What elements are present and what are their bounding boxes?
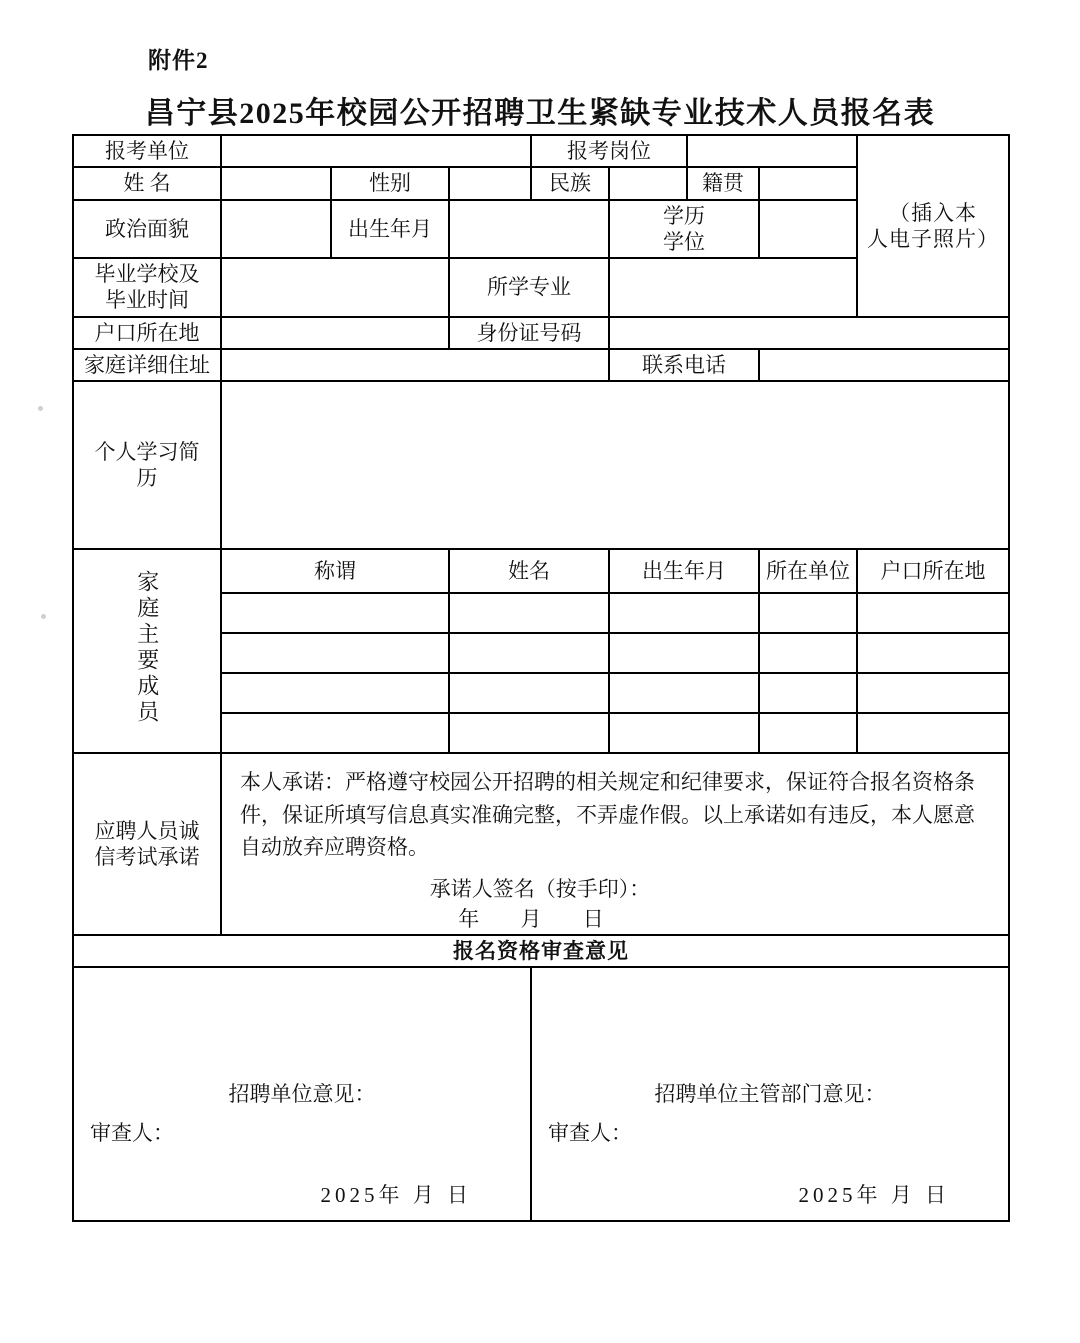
label-family-members-text: 家庭主要成员 xyxy=(134,569,160,726)
family-cell-unit[interactable] xyxy=(759,633,857,673)
family-cell-household[interactable] xyxy=(857,713,1009,753)
label-education: 学历 xyxy=(663,203,706,228)
family-cell-relation[interactable] xyxy=(221,593,449,633)
family-cell-relation[interactable] xyxy=(221,673,449,713)
pledge-text: 本人承诺：严格遵守校园公开招聘的相关规定和纪律要求，保证符合报名资格条件，保证所填写信息真实准确完整，不弄虚作假。以上承诺如有违反，本人愿意自动放弃应聘资格。 xyxy=(240,770,975,860)
pledge-signature-line[interactable]: 承诺人签名（按手印）： xyxy=(429,876,651,901)
family-cell-unit[interactable] xyxy=(759,713,857,753)
photo-placeholder-line1: （插入本 xyxy=(889,200,978,225)
family-header-household: 户口所在地 xyxy=(857,549,1009,593)
label-school-graduation-line2: 毕业时间 xyxy=(105,288,189,313)
label-home-address: 家庭详细住址 xyxy=(73,349,221,381)
field-household-location[interactable] xyxy=(221,317,449,349)
family-cell-birth[interactable] xyxy=(609,673,759,713)
photo-placeholder[interactable] xyxy=(857,135,1009,317)
pledge-cell xyxy=(221,753,1009,935)
table-row xyxy=(73,135,1009,167)
field-study-resume[interactable] xyxy=(221,381,1009,549)
family-cell-name[interactable] xyxy=(449,633,609,673)
family-cell-household[interactable] xyxy=(857,593,1009,633)
attachment-label: 附件2 xyxy=(148,48,209,73)
field-political-status[interactable] xyxy=(221,200,331,259)
field-ethnicity[interactable] xyxy=(609,167,687,199)
label-id-number: 身份证号码 xyxy=(449,317,609,349)
family-cell-birth[interactable] xyxy=(609,633,759,673)
label-gender: 性别 xyxy=(331,167,449,199)
family-cell-name[interactable] xyxy=(449,713,609,753)
unit-opinion-cell[interactable] xyxy=(73,967,531,1221)
registration-form-table xyxy=(72,134,1010,1222)
dept-opinion-title: 招聘单位主管部门意见： xyxy=(654,1082,886,1107)
label-study-resume xyxy=(73,381,221,549)
label-education-degree xyxy=(609,200,759,259)
label-family-members xyxy=(73,549,221,753)
field-apply-post[interactable] xyxy=(687,135,857,167)
family-cell-birth[interactable] xyxy=(609,713,759,753)
family-header-relation: 称谓 xyxy=(221,549,449,593)
family-header-birth: 出生年月 xyxy=(609,549,759,593)
label-pledge xyxy=(73,753,221,935)
page-title: 昌宁县2025年校园公开招聘卫生紧缺专业技术人员报名表 xyxy=(144,97,936,130)
label-pledge-line1: 应聘人员诚 xyxy=(94,818,200,843)
family-cell-unit[interactable] xyxy=(759,593,857,633)
table-row xyxy=(73,317,1009,349)
scan-artifact-dot xyxy=(41,614,46,619)
label-apply-post: 报考岗位 xyxy=(531,135,687,167)
family-cell-name[interactable] xyxy=(449,673,609,713)
dept-opinion-date: 2025年 月 日 xyxy=(798,1183,951,1208)
label-school-graduation xyxy=(73,258,221,317)
dept-opinion-cell[interactable] xyxy=(531,967,1009,1221)
field-native-place[interactable] xyxy=(759,167,857,199)
field-major[interactable] xyxy=(609,258,857,317)
field-school-graduation[interactable] xyxy=(221,258,449,317)
dept-reviewer-label: 审查人： xyxy=(548,1121,633,1146)
field-name[interactable] xyxy=(221,167,331,199)
table-row xyxy=(73,381,1009,549)
unit-reviewer-label: 审查人： xyxy=(90,1121,174,1146)
review-section-title: 报名资格审查意见 xyxy=(73,935,1009,967)
label-pledge-line2: 信考试承诺 xyxy=(94,845,200,870)
label-phone: 联系电话 xyxy=(609,349,759,381)
family-cell-birth[interactable] xyxy=(609,593,759,633)
field-gender[interactable] xyxy=(449,167,531,199)
family-header-name: 姓名 xyxy=(449,549,609,593)
family-header-unit: 所在单位 xyxy=(759,549,857,593)
family-cell-relation[interactable] xyxy=(221,633,449,673)
label-native-place: 籍贯 xyxy=(687,167,759,199)
label-political-status: 政治面貌 xyxy=(73,200,221,259)
table-row xyxy=(73,753,1009,935)
field-education-degree[interactable] xyxy=(759,200,857,259)
label-apply-unit: 报考单位 xyxy=(73,135,221,167)
label-study-resume-line1: 个人学习简 xyxy=(94,439,200,464)
label-degree: 学位 xyxy=(663,229,706,254)
label-study-resume-line2: 历 xyxy=(136,466,158,490)
field-phone[interactable] xyxy=(759,349,1009,381)
label-name: 姓 名 xyxy=(73,167,221,199)
family-cell-household[interactable] xyxy=(857,633,1009,673)
label-household-location: 户口所在地 xyxy=(73,317,221,349)
family-cell-name[interactable] xyxy=(449,593,609,633)
field-apply-unit[interactable] xyxy=(221,135,531,167)
field-id-number[interactable] xyxy=(609,317,1009,349)
family-cell-unit[interactable] xyxy=(759,673,857,713)
photo-placeholder-line2: 人电子照片） xyxy=(867,226,1000,251)
table-row xyxy=(73,349,1009,381)
scan-artifact-dot xyxy=(38,406,43,411)
label-school-graduation-line1: 毕业学校及 xyxy=(94,262,200,286)
unit-opinion-date: 2025年 月 日 xyxy=(320,1183,473,1208)
family-cell-household[interactable] xyxy=(857,673,1009,713)
label-major: 所学专业 xyxy=(449,258,609,317)
label-ethnicity: 民族 xyxy=(531,167,609,199)
unit-opinion-title: 招聘单位意见： xyxy=(228,1082,376,1107)
field-home-address[interactable] xyxy=(221,349,609,381)
label-birth-date: 出生年月 xyxy=(331,200,449,259)
field-birth-date[interactable] xyxy=(449,200,609,259)
table-row xyxy=(73,549,1009,593)
family-cell-relation[interactable] xyxy=(221,713,449,753)
pledge-date-line[interactable]: 年 月 日 xyxy=(458,906,622,931)
table-row xyxy=(73,967,1009,1221)
table-row xyxy=(73,935,1009,967)
